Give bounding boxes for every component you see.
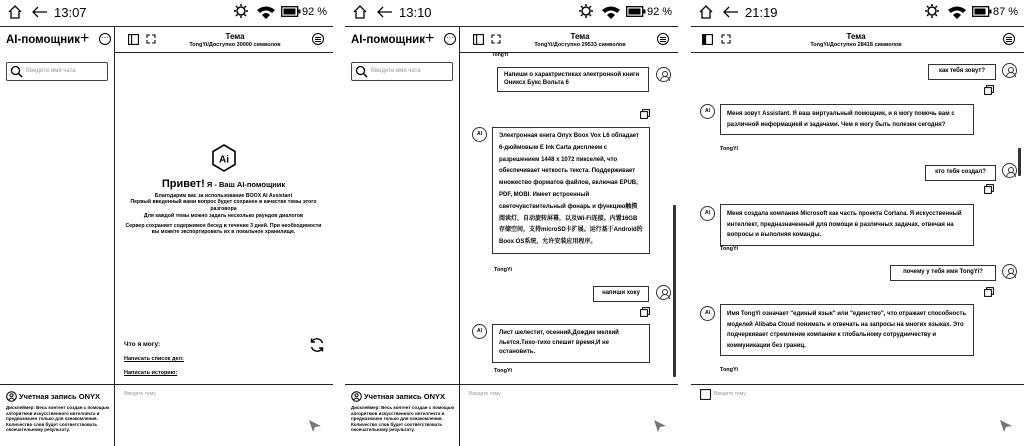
header-divider — [691, 26, 1024, 27]
battery-percent: 87 % — [993, 6, 1019, 18]
send-icon[interactable] — [653, 419, 667, 433]
topic-input[interactable]: Введите тему — [469, 391, 501, 397]
user-message-2: кто тебя создал? — [925, 165, 996, 181]
expand-icon[interactable] — [721, 34, 731, 44]
sidebar-more-button[interactable]: ··· — [444, 33, 456, 45]
search-placeholder: Введите имя чата — [371, 68, 421, 74]
ai-avatar: AI — [700, 104, 715, 119]
status-bar — [691, 0, 1024, 26]
ai-logo-icon — [211, 144, 237, 172]
welcome-text — [124, 193, 323, 235]
user-avatar — [656, 285, 671, 300]
welcome-hello-rest: Я - Ваш AI-помощник — [204, 180, 286, 189]
status-bar — [0, 0, 333, 26]
footer-divider — [0, 384, 333, 385]
user-message-3: почему у тебя имя TongYi? — [890, 265, 996, 281]
back-arrow-icon[interactable] — [32, 6, 48, 18]
bot-name: TongYi — [494, 267, 513, 273]
header-divider — [345, 26, 678, 27]
copy-icon[interactable] — [984, 184, 994, 194]
search-placeholder: Введите имя чата — [26, 68, 76, 74]
user-avatar — [1002, 264, 1017, 279]
footer-divider — [345, 384, 678, 385]
user-message-1: как тебя зовут? — [928, 64, 996, 80]
sidebar-divider — [459, 26, 460, 446]
disclaimer-text: Дисклеймер: Весь контент создан с помощью алгоритмов искусственного интеллекта и предназначен только для ознакомления. Количество слов будет соответствовать окончательному результату. — [6, 405, 110, 433]
battery-percent: 92 % — [302, 6, 328, 18]
ai-avatar: AI — [700, 206, 715, 221]
menu-icon[interactable] — [312, 33, 324, 45]
wifi-icon[interactable] — [256, 5, 276, 20]
copy-icon[interactable] — [640, 109, 650, 119]
screen-3 — [691, 0, 1024, 446]
clipped-bot-name: TongYi — [492, 52, 509, 58]
attach-icon[interactable] — [700, 389, 711, 400]
user-message-2: напиши хоку — [593, 286, 649, 302]
header-bottom-divider — [115, 52, 333, 53]
topic-title: Тема — [570, 32, 590, 41]
suggestion-todo-link[interactable]: Написать список дел: — [124, 356, 184, 362]
copy-icon[interactable] — [984, 287, 994, 297]
ai-logo-label: Ai — [219, 154, 229, 166]
header-divider — [0, 26, 333, 27]
bot-name: TongYi — [494, 368, 513, 374]
ai-avatar: AI — [700, 306, 715, 321]
welcome-heading — [114, 178, 333, 190]
topic-input[interactable]: Введите тему — [714, 391, 746, 397]
new-chat-button[interactable]: + — [425, 30, 435, 47]
account-label[interactable]: Учетная запись ONYX — [19, 392, 100, 401]
welcome-line-2: Первый введенный вами вопрос будет сохранен в качестве темы этого разговора — [130, 199, 317, 212]
ai-message-1: Меня зовут Assistant. Я ваш виртуальный помощник, и я могу помочь вам с различной информацией и задачами. Чем я могу быть полезен сегодня? — [720, 104, 974, 135]
chat-scrollbar[interactable] — [673, 205, 676, 377]
chat-search-input[interactable] — [351, 62, 453, 81]
topic-subtitle: TongYi/Доступно 29533 символов — [534, 42, 626, 48]
screen-2 — [345, 0, 678, 446]
expand-icon[interactable] — [491, 34, 501, 44]
sidebar-divider — [114, 26, 115, 446]
send-icon[interactable] — [308, 419, 322, 433]
battery-icon — [281, 6, 301, 17]
welcome-line-1: Благодарим вас за использование BOOX AI Assistant — [154, 193, 293, 199]
welcome-line-3: Для каждой темы можно задать несколько раундов диалогов — [143, 213, 304, 220]
user-message-1: Напиши о характристиках электронной книги Ониксx Букс Вольта 6 — [497, 67, 649, 92]
battery-icon — [626, 6, 646, 17]
user-avatar — [1002, 163, 1017, 178]
home-icon[interactable] — [352, 4, 368, 20]
copy-icon[interactable] — [984, 85, 994, 95]
ai-message-2: Лист шелестит, осенний,Дождик мелкий льется.Тихо-тихо спешит время,И не остановить. — [492, 324, 650, 363]
chat-scrollbar[interactable] — [1018, 148, 1021, 176]
bot-name: TongYi — [720, 367, 739, 373]
suggestion-story-link[interactable]: Написать историю: — [124, 370, 178, 376]
user-avatar — [1002, 63, 1017, 78]
home-icon[interactable] — [7, 4, 23, 20]
search-icon — [10, 65, 23, 78]
menu-icon[interactable] — [657, 33, 669, 45]
copy-icon[interactable] — [640, 307, 650, 317]
bot-name: TongYi — [720, 246, 739, 252]
refresh-icon[interactable] — [309, 337, 325, 353]
ai-avatar: AI — [472, 324, 487, 339]
send-icon[interactable] — [999, 419, 1013, 433]
battery-percent: 92 % — [647, 6, 673, 18]
toggle-sidebar-icon[interactable] — [473, 34, 484, 45]
sidebar-title: AI-помощник — [6, 34, 81, 46]
what-can-heading: Что я могу: — [124, 341, 161, 348]
topic-input[interactable]: Введите тему — [124, 391, 156, 397]
home-icon[interactable] — [698, 4, 714, 20]
new-chat-button[interactable]: + — [80, 30, 90, 47]
bot-name: TongYi — [720, 146, 739, 152]
back-arrow-icon[interactable] — [723, 6, 739, 18]
account-label[interactable]: Учетная запись ONYX — [364, 392, 445, 401]
sidebar-more-button[interactable]: ··· — [99, 33, 111, 45]
battery-icon — [972, 6, 992, 17]
search-icon — [355, 65, 368, 78]
header-bottom-divider — [691, 52, 1024, 53]
topic-subtitle: TongYi/Доступно 28418 символов — [810, 42, 902, 48]
disclaimer-text: Дисклеймер: Весь контент создан с помощью алгоритмов искусственного интеллекта и предназначен только для ознакомления. Количество слов будет соответствовать окончательному результату. — [351, 405, 455, 433]
expand-icon[interactable] — [146, 34, 156, 44]
back-arrow-icon[interactable] — [377, 6, 393, 18]
topic-title: Тема — [846, 32, 866, 41]
clock: 13:10 — [399, 5, 432, 20]
welcome-line-4: Сервер сохраняет содержимое бесед в течение 3 дней. При необходимости вы можете экспортировать их в локальное хранилище. — [125, 222, 322, 236]
sidebar-title: AI-помощник — [351, 34, 426, 46]
ai-message-2: Меня создала компания Microsoft как часть проекта Cortana. Я искусственный интеллект, предназначенный для помощи в различных задачах, отвечая на вопросы и выполняя команды. — [720, 204, 974, 246]
user-avatar — [656, 67, 671, 82]
frontlight-icon[interactable] — [577, 3, 595, 21]
toggle-sidebar-icon[interactable] — [128, 34, 139, 45]
clock: 13:07 — [54, 5, 87, 20]
menu-icon[interactable] — [1003, 33, 1015, 45]
wifi-icon[interactable] — [947, 5, 967, 20]
wifi-icon[interactable] — [601, 5, 621, 20]
topic-title: Тема — [225, 32, 245, 41]
screen-1 — [0, 0, 333, 446]
ai-message-3: Имя TongYi означает "единый язык" или "единство", что отражает способность моделей Alibaba Cloud понимать и отвечать на запросы на многих языках. Это подчеркивает стремление компании к глобальному сотрудничеству и коммуникации без границ. — [720, 304, 974, 356]
ai-avatar: AI — [472, 127, 487, 142]
ai-message-1: Электронная книга Onyx Boox Vox L6 обладает 6-дюймовым E Ink Carta дисплеем с разрешением 1448 x 1072 пикселей, что обеспечивает четкость текста. Поддерживает множество форматов файлов, включая EPUB, PDF, MOBI. Имеет встроенный светочувствительный фонарь и функцию触摸阅读灯，自动旋转屏幕，以及Wi-Fi连接。内置16GB存储空间，支持microSD卡扩展。运行基于Android的Boox OS系统，允许安装应用程序。 — [492, 127, 650, 254]
chat-search-input[interactable] — [6, 62, 108, 81]
status-bar — [345, 0, 678, 26]
welcome-hello: Привет! — [161, 178, 205, 190]
toggle-sidebar-icon[interactable] — [702, 34, 713, 45]
frontlight-icon[interactable] — [923, 3, 941, 21]
topic-subtitle: TongYi/Доступно 30000 символов — [189, 42, 281, 48]
frontlight-icon[interactable] — [232, 3, 250, 21]
footer-divider — [691, 384, 1024, 385]
account-icon[interactable] — [351, 391, 362, 402]
clock: 21:19 — [745, 5, 778, 20]
account-icon[interactable] — [6, 391, 17, 402]
